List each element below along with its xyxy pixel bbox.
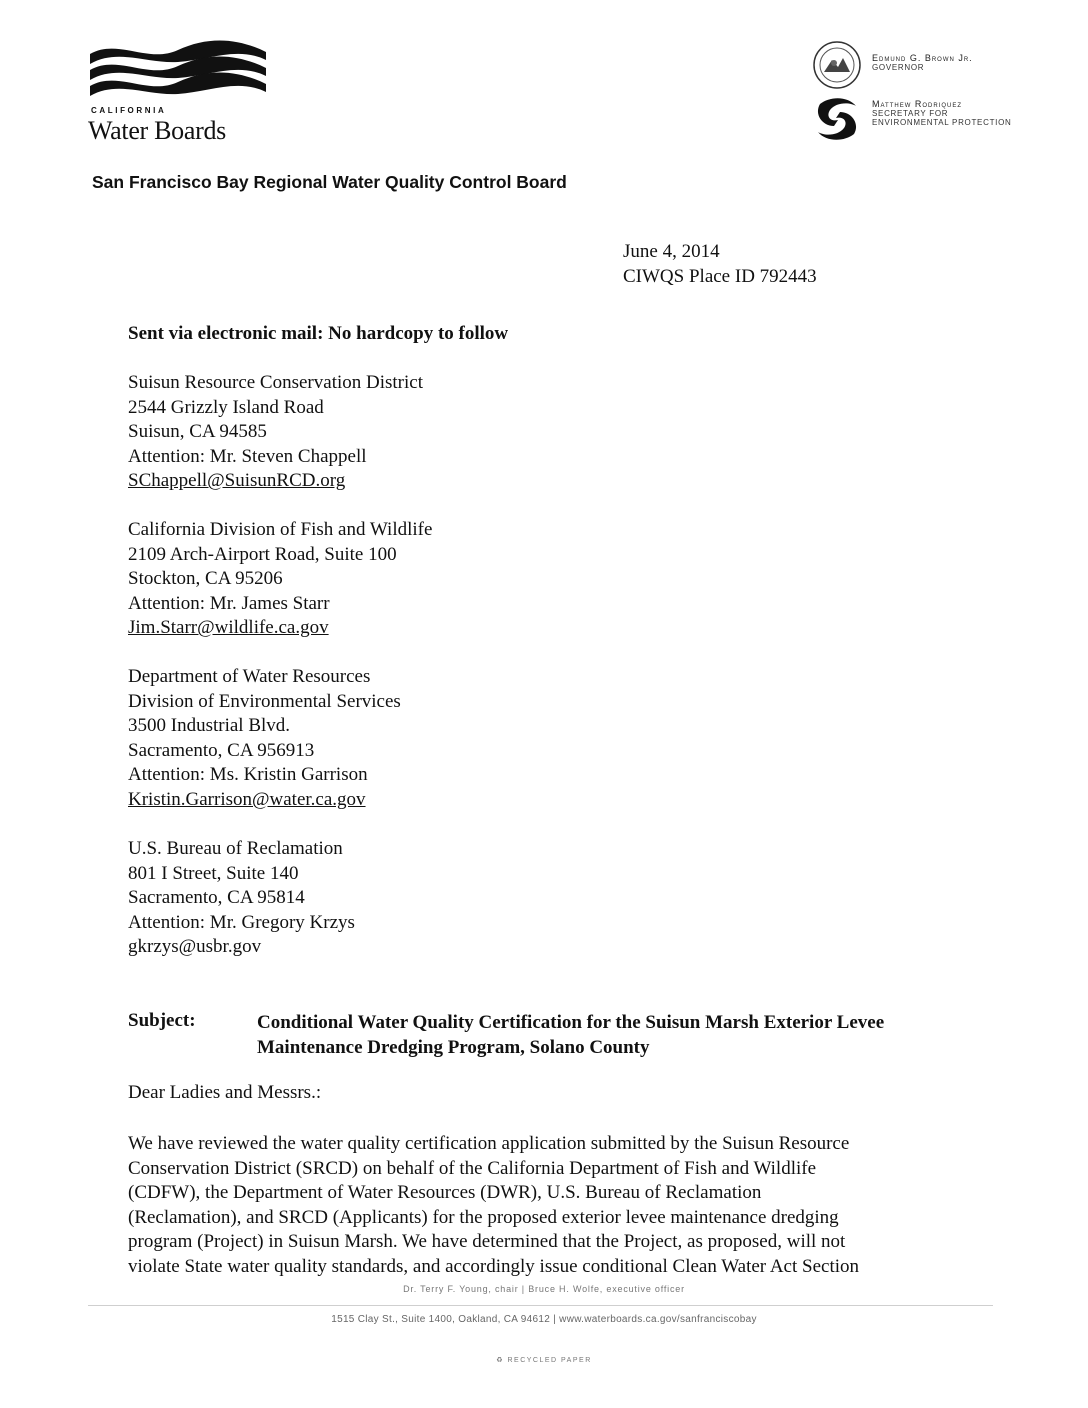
governor-credit <box>872 54 973 72</box>
waves-logo-icon <box>88 40 268 104</box>
body-line: We have reviewed the water quality certification application submitted by the Suisun Resource <box>128 1133 850 1154</box>
subject-text: Conditional Water Quality Certification for the Suisun Marsh Exterior Levee Maintenance Dredging Program, Solano County <box>257 1012 885 1058</box>
recycle-icon: ♻ <box>496 1357 505 1364</box>
address-line: 801 I Street, Suite 140 <box>128 862 299 884</box>
addressee-block <box>128 665 401 813</box>
secretary-title-line2: ENVIRONMENTAL PROTECTION <box>872 118 1012 127</box>
body-line: program (Project) in Suisun Marsh. We have determined that the Project, as proposed, will not <box>128 1231 846 1253</box>
governor-title: GOVERNOR <box>872 63 925 72</box>
body-line: (Reclamation), and SRCD (Applicants) for the proposed exterior levee maintenance dredging <box>128 1206 839 1228</box>
address-line: U.S. Bureau of Reclamation <box>128 838 343 859</box>
email-link[interactable]: Jim.Starr@wildlife.ca.gov <box>128 617 329 639</box>
addressee-block <box>128 371 423 494</box>
board-name: San Francisco Bay Regional Water Quality Control Board <box>92 172 567 192</box>
governor-name: Edmund G. Brown Jr. <box>872 53 973 63</box>
body-paragraph <box>128 1132 968 1280</box>
recycled-paper-note <box>0 1356 1088 1364</box>
delivery-note: Sent via electronic mail: No hardcopy to follow <box>128 323 509 344</box>
body-line: (CDFW), the Department of Water Resources (DWR), U.S. Bureau of Reclamation <box>128 1182 762 1204</box>
water-boards-logo <box>88 40 273 145</box>
email-text: gkrzys@usbr.gov <box>128 936 262 958</box>
address-line: Sacramento, CA 95814 <box>128 887 305 909</box>
address-line: California Division of Fish and Wildlife <box>128 519 433 540</box>
calepa-logo-icon <box>812 96 862 142</box>
address-line: Sacramento, CA 956913 <box>128 739 315 761</box>
address-line: Attention: Ms. Kristin Garrison <box>128 764 368 786</box>
address-line: 2544 Grizzly Island Road <box>128 396 324 418</box>
footer-officers: Dr. Terry F. Young, chair | Bruce H. Wolfe, executive officer <box>403 1284 685 1294</box>
address-line: 3500 Industrial Blvd. <box>128 715 291 737</box>
letter-date: June 4, 2014 <box>623 241 720 262</box>
footer-divider <box>88 1305 993 1306</box>
logo-state-text: CALIFORNIA <box>91 106 167 115</box>
footer-address: 1515 Clay St., Suite 1400, Oakland, CA 94612 | www.waterboards.ca.gov/sanfranciscobay <box>331 1314 757 1325</box>
address-line: Stockton, CA 95206 <box>128 568 283 590</box>
salutation: Dear Ladies and Messrs.: <box>128 1082 322 1103</box>
secretary-credit <box>872 100 1011 127</box>
secretary-title-line1: SECRETARY FOR <box>872 109 949 118</box>
address-line: Attention: Mr. Steven Chappell <box>128 445 367 467</box>
email-link[interactable]: Kristin.Garrison@water.ca.gov <box>128 788 366 810</box>
secretary-name: Matthew Rodriquez <box>872 99 963 109</box>
state-seal-icon <box>812 40 862 90</box>
address-line: Department of Water Resources <box>128 666 371 687</box>
body-line: Conservation District (SRCD) on behalf of the California Department of Fish and Wildlife <box>128 1157 817 1179</box>
date-block <box>623 239 817 289</box>
place-id: CIWQS Place ID 792443 <box>623 266 817 287</box>
address-line: 2109 Arch-Airport Road, Suite 100 <box>128 543 397 565</box>
address-line: Division of Environmental Services <box>128 690 401 712</box>
officials-block <box>812 40 1072 140</box>
addressee-block <box>128 518 432 641</box>
address-line: Attention: Mr. James Starr <box>128 592 330 614</box>
address-line: Suisun Resource Conservation District <box>128 372 423 393</box>
email-link[interactable]: SChappell@SuisunRCD.org <box>128 470 346 492</box>
addressee-block <box>128 837 355 960</box>
recycled-text: RECYCLED PAPER <box>507 1357 592 1364</box>
address-line: Attention: Mr. Gregory Krzys <box>128 911 355 933</box>
address-line: Suisun, CA 94585 <box>128 421 267 443</box>
body-line: violate State water quality standards, and accordingly issue conditional Clean Water Act Section <box>128 1255 859 1277</box>
subject-label: Subject: <box>128 1010 196 1031</box>
logo-name-text: Water Boards <box>88 116 226 145</box>
